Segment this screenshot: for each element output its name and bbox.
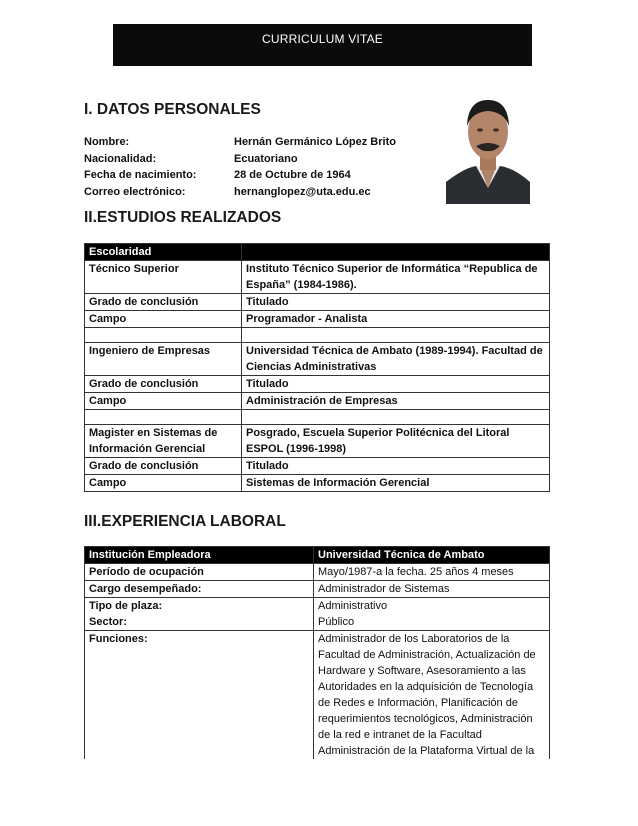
table-header-row	[85, 244, 550, 261]
personal-value: Hernán Germánico López Brito	[234, 136, 396, 148]
personal-row	[84, 169, 396, 186]
table-cell-line: Sector:	[89, 616, 127, 628]
table-row	[85, 376, 550, 393]
table-row	[85, 343, 550, 376]
personal-label: Correo electrónico:	[84, 185, 186, 198]
table-cell: Campo	[85, 393, 242, 410]
section-experiencia: III.EXPERIENCIA LABORAL	[84, 513, 286, 530]
table-cell: Período de ocupación	[85, 564, 314, 581]
table-row	[85, 393, 550, 410]
table-cell: Magister en Sistemas de Información Gerencial	[85, 425, 242, 458]
table-spacer-row	[85, 410, 550, 425]
table-cell: Sistemas de Información Gerencial	[242, 475, 550, 492]
table-cell: Universidad Técnica de Ambato (1989-1994). Facultad de Ciencias Administrativas	[242, 343, 550, 376]
table-row	[85, 631, 550, 760]
table-row	[85, 294, 550, 311]
table-row	[85, 425, 550, 458]
personal-data	[84, 136, 396, 202]
table-row	[85, 261, 550, 294]
section-datos-personales: I. DATOS PERSONALES	[84, 101, 261, 118]
table-cell: Campo	[85, 475, 242, 492]
experiencia-table	[84, 546, 550, 759]
table-cell-line: Público	[318, 616, 355, 628]
table-row	[85, 564, 550, 581]
table-spacer-row	[85, 328, 550, 343]
table-cell: Administrador de Sistemas	[314, 581, 550, 598]
table-cell: Titulado	[242, 458, 550, 475]
table-cell-line: Administrativo	[318, 600, 388, 612]
personal-label: Nombre:	[84, 136, 130, 148]
table-cell: Titulado	[242, 376, 550, 393]
table-cell: Administrador de los Laboratorios de la Facultad de Administración, Actualización de Hardware y Software, Asesoramiento a las Autoridades en la adquisición de Tecnología de Redes e Información, Planificación de requerimientos tecnológicos, Administración de la red e intranet de la Facultad Administración de la Plataforma Virtual de la	[314, 631, 550, 760]
personal-row	[84, 153, 396, 170]
table-row	[85, 311, 550, 328]
personal-row	[84, 136, 396, 153]
table-cell: Grado de conclusión	[85, 376, 242, 393]
table-cell: Posgrado, Escuela Superior Politécnica del Litoral ESPOL (1996-1998)	[242, 425, 550, 458]
table-row	[85, 598, 550, 631]
personal-value: 28 de Octubre de 1964	[234, 169, 351, 181]
table-row	[85, 581, 550, 598]
table-cell-line: Tipo de plaza:	[89, 600, 163, 612]
table-cell	[314, 598, 550, 631]
table-row	[85, 458, 550, 475]
table-header-cell: Universidad Técnica de Ambato	[314, 547, 550, 564]
table-cell: Funciones:	[85, 631, 314, 760]
personal-label: Fecha de nacimiento:	[84, 169, 197, 181]
table-cell: Mayo/1987-a la fecha. 25 años 4 meses	[314, 564, 550, 581]
table-cell: Administración de Empresas	[242, 393, 550, 410]
table-cell	[85, 598, 314, 631]
table-cell: Titulado	[242, 294, 550, 311]
table-header-row	[85, 547, 550, 564]
table-cell: Cargo desempeñado:	[85, 581, 314, 598]
personal-value: hernanglopez@uta.edu.ec	[234, 185, 371, 198]
personal-value: Ecuatoriano	[234, 152, 298, 165]
table-cell: Programador - Analista	[242, 311, 550, 328]
table-cell: Grado de conclusión	[85, 458, 242, 475]
personal-label: Nacionalidad:	[84, 152, 157, 165]
estudios-table	[84, 243, 550, 492]
table-cell: Ingeniero de Empresas	[85, 343, 242, 376]
table-header-cell: Escolaridad	[85, 244, 242, 261]
personal-row	[84, 186, 396, 203]
table-cell: Técnico Superior	[85, 261, 242, 294]
cv-title-banner	[113, 24, 532, 66]
cv-title: CURRICULUM VITAE	[262, 32, 383, 46]
table-row	[85, 475, 550, 492]
profile-photo	[446, 84, 530, 204]
table-cell: Instituto Técnico Superior de Informática “Republica de España” (1984-1986).	[242, 261, 550, 294]
table-cell: Grado de conclusión	[85, 294, 242, 311]
table-cell: Campo	[85, 311, 242, 328]
table-header-cell	[242, 244, 550, 261]
section-estudios: II.ESTUDIOS REALIZADOS	[84, 209, 282, 226]
table-header-cell: Institución Empleadora	[85, 547, 314, 564]
